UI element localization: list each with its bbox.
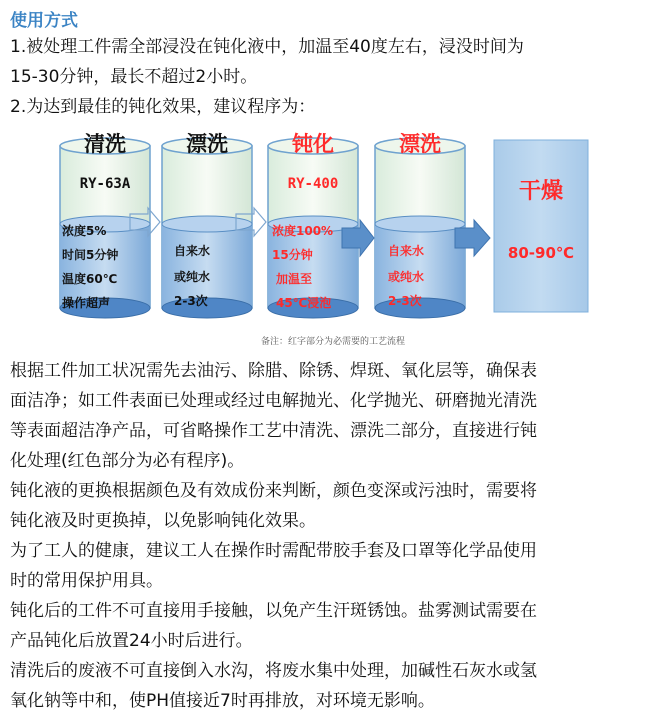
step-wash-line-2: 时间5分钟 xyxy=(62,248,119,262)
diagram-note: 备注：红字部分为必需要的工艺流程 xyxy=(260,337,405,347)
step-dry-title: 干燥 xyxy=(518,179,563,204)
step-wash-code: RY-63A xyxy=(79,176,131,192)
step-rinse-2-line-1: 自来水 xyxy=(388,244,425,258)
step-passivation-title: 钝化 xyxy=(292,132,334,156)
process-diagram xyxy=(0,126,666,348)
paragraph-5 xyxy=(10,656,660,716)
paragraph-1-line-3: 等表面超洁净产品，可省略操作工艺中清洗、漂洗二部分，直接进行钝 xyxy=(10,421,537,441)
step-wash-title: 清洗 xyxy=(84,132,126,156)
intro-line-2: 15-30分钟，最长不超过2小时。 xyxy=(10,67,258,87)
paragraph-4-line-2: 产品钝化后放置24小时后进行。 xyxy=(10,631,253,651)
step-dry-temp: 80-90℃ xyxy=(507,244,575,262)
step-rinse-1-title: 漂洗 xyxy=(186,132,228,156)
paragraph-3 xyxy=(10,536,660,596)
step-wash-line-4: 操作超声 xyxy=(62,296,111,310)
paragraph-1-line-4: 化处理(红色部分为必有程序)。 xyxy=(10,451,245,471)
step-passivation-line-1: 浓度100% xyxy=(272,224,334,238)
paragraph-2 xyxy=(10,476,660,536)
paragraph-2-line-2: 钝化液及时更换掉，以免影响钝化效果。 xyxy=(10,511,316,531)
paragraph-3-line-2: 时的常用保护用具。 xyxy=(10,571,163,591)
step-passivation-line-2: 15分钟 xyxy=(272,248,313,262)
step-wash-line-3: 温度60℃ xyxy=(62,272,118,286)
step-passivation-line-3: 加温至 xyxy=(276,272,313,286)
paragraph-3-line-1: 为了工人的健康，建议工人在操作时需配带胶手套及口罩等化学品使用 xyxy=(10,541,537,561)
cylinder-rinse-1 xyxy=(162,138,252,318)
step-passivation-code: RY-400 xyxy=(287,176,339,192)
paragraph-1-line-2: 面洁净；如工件表面已处理或经过电解抛光、化学抛光、研磨抛光清洗 xyxy=(10,391,537,411)
step-rinse-2-line-2: 或纯水 xyxy=(388,270,425,284)
step-rinse-1-line-3: 2-3次 xyxy=(174,294,208,308)
paragraph-5-line-1: 清洗后的废液不可直接倒入水沟，将废水集中处理，加碱性石灰水或氢 xyxy=(10,661,537,681)
step-rinse-2-line-3: 2-3次 xyxy=(388,294,422,308)
paragraph-2-line-1: 钝化液的更换根据颜色及有效成份来判断，颜色变深或污浊时，需要将 xyxy=(10,481,537,501)
step-wash-line-1: 浓度5% xyxy=(62,224,107,238)
intro-line-3: 2.为达到最佳的钝化效果，建议程序为： xyxy=(10,97,316,117)
paragraph-5-line-2: 氧化钠等中和，使PH值接近7时再排放，对环境无影响。 xyxy=(10,691,435,711)
paragraph-1-line-1: 根据工件加工状况需先去油污、除腊、除锈、焊斑、氧化层等，确保表 xyxy=(10,361,537,381)
paragraph-4 xyxy=(10,596,660,656)
dry-box xyxy=(494,140,588,312)
paragraph-4-line-1: 钝化后的工件不可直接用手接触，以免产生汗斑锈蚀。盐雾测试需要在 xyxy=(10,601,537,621)
cylinder-rinse-2 xyxy=(375,138,465,318)
step-rinse-1-line-1: 自来水 xyxy=(174,244,211,258)
paragraph-1 xyxy=(10,356,660,476)
step-passivation-line-4: 45℃浸泡 xyxy=(276,296,332,310)
section-heading: 使用方式 xyxy=(10,11,78,31)
step-rinse-2-title: 漂洗 xyxy=(399,132,441,156)
intro-line-1: 1.被处理工件需全部浸没在钝化液中，加温至40度左右，浸没时间为 xyxy=(10,37,524,57)
step-rinse-1-line-2: 或纯水 xyxy=(174,270,211,284)
